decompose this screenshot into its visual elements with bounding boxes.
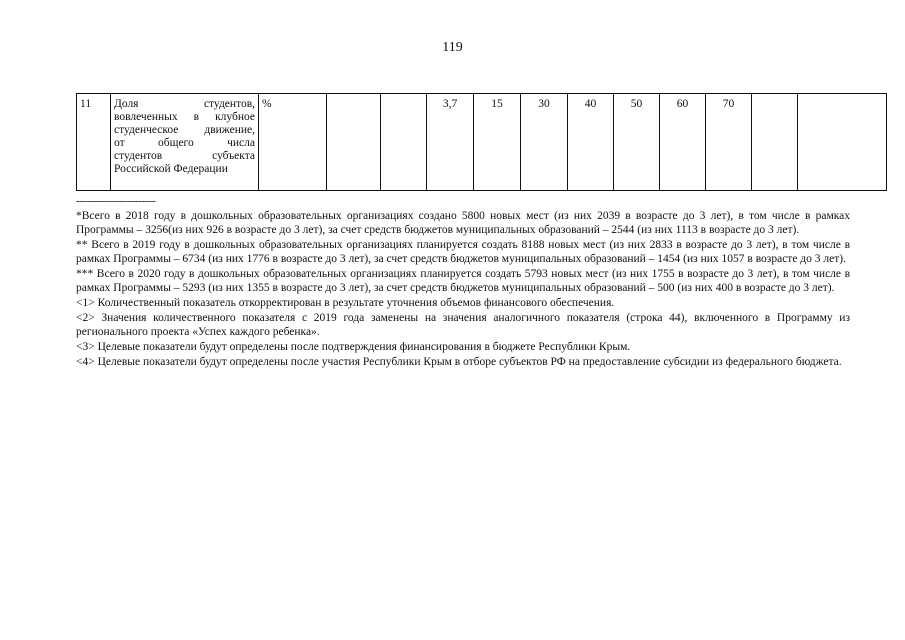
indicator-name-line: Российской Федерации	[114, 163, 228, 175]
value-cell	[798, 94, 887, 191]
value-cell: 50	[614, 94, 660, 191]
value-cell	[327, 94, 381, 191]
value-cell: 30	[521, 94, 568, 191]
value-cell: 3,7	[427, 94, 474, 191]
row-number: 11	[77, 94, 111, 191]
footnote-separator: ----------------------------	[76, 196, 156, 207]
footnote: ** Всего в 2019 году в дошкольных образовательных организациях планируется создать 8188 новых мест (из них 2833 в возрасте до 3 лет), в том числе в рамках Программы – 6734 (из них 1776 в возрасте до 3 лет), за счет средств бюджетов муниципальных образований – 1454 (из них 1057 в возрасте до 3 лет).	[76, 239, 850, 265]
value-cell	[381, 94, 427, 191]
indicator-name	[111, 94, 259, 191]
value-cell: 40	[568, 94, 614, 191]
value-cell: 60	[660, 94, 706, 191]
indicator-name-line: от общего числа	[114, 137, 255, 149]
page-number: 119	[442, 40, 463, 55]
footnote: *Всего в 2018 году в дошкольных образовательных организациях создано 5800 новых мест (из них 2039 в возрасте до 3 лет), в том числе в рамках Программы – 3256(из них 926 в возрасте до 3 лет), за счет средств бюджетов муниципальных образований – 2544 (из них 1113 в возрасте до 3 лет).	[76, 210, 850, 236]
indicator-table	[76, 93, 887, 191]
unit-cell: %	[259, 94, 327, 191]
footnote: <3> Целевые показатели будут определены после подтверждения финансирования в бюджете Республики Крым.	[76, 341, 631, 353]
footnote: *** Всего в 2020 году в дошкольных образовательных организациях планируется создать 5793 новых мест (из них 1755 в возрасте до 3 лет), в том числе в рамках Программы – 5293 (из них 1355 в возрасте до 3 лет), за счет средств бюджетов муниципальных образований – 500 (из них 400 в возрасте до 3 лет).	[76, 268, 850, 294]
indicator-name-line: студенческое движение,	[114, 124, 255, 136]
table-row	[77, 94, 887, 191]
value-cell	[752, 94, 798, 191]
footnote: <4> Целевые показатели будут определены после участия Республики Крым в отборе субъектов РФ на предоставление субсидии из федерального бюджета.	[76, 356, 842, 368]
footnote: <1> Количественный показатель откорректирован в результате уточнения объемов финансового обеспечения.	[76, 297, 615, 309]
footnotes	[76, 209, 850, 370]
indicator-name-line: студентов субъекта	[114, 150, 255, 162]
value-cell: 70	[706, 94, 752, 191]
indicator-name-line: Доля студентов,	[114, 98, 255, 110]
footnote: <2> Значения количественного показателя с 2019 года заменены на значения аналогичного показателя (строка 44), включенного в Программу из регионального проекта «Успех каждого ребенка».	[76, 312, 850, 338]
value-cell: 15	[474, 94, 521, 191]
indicator-name-line: вовлеченных в клубное	[114, 111, 255, 123]
